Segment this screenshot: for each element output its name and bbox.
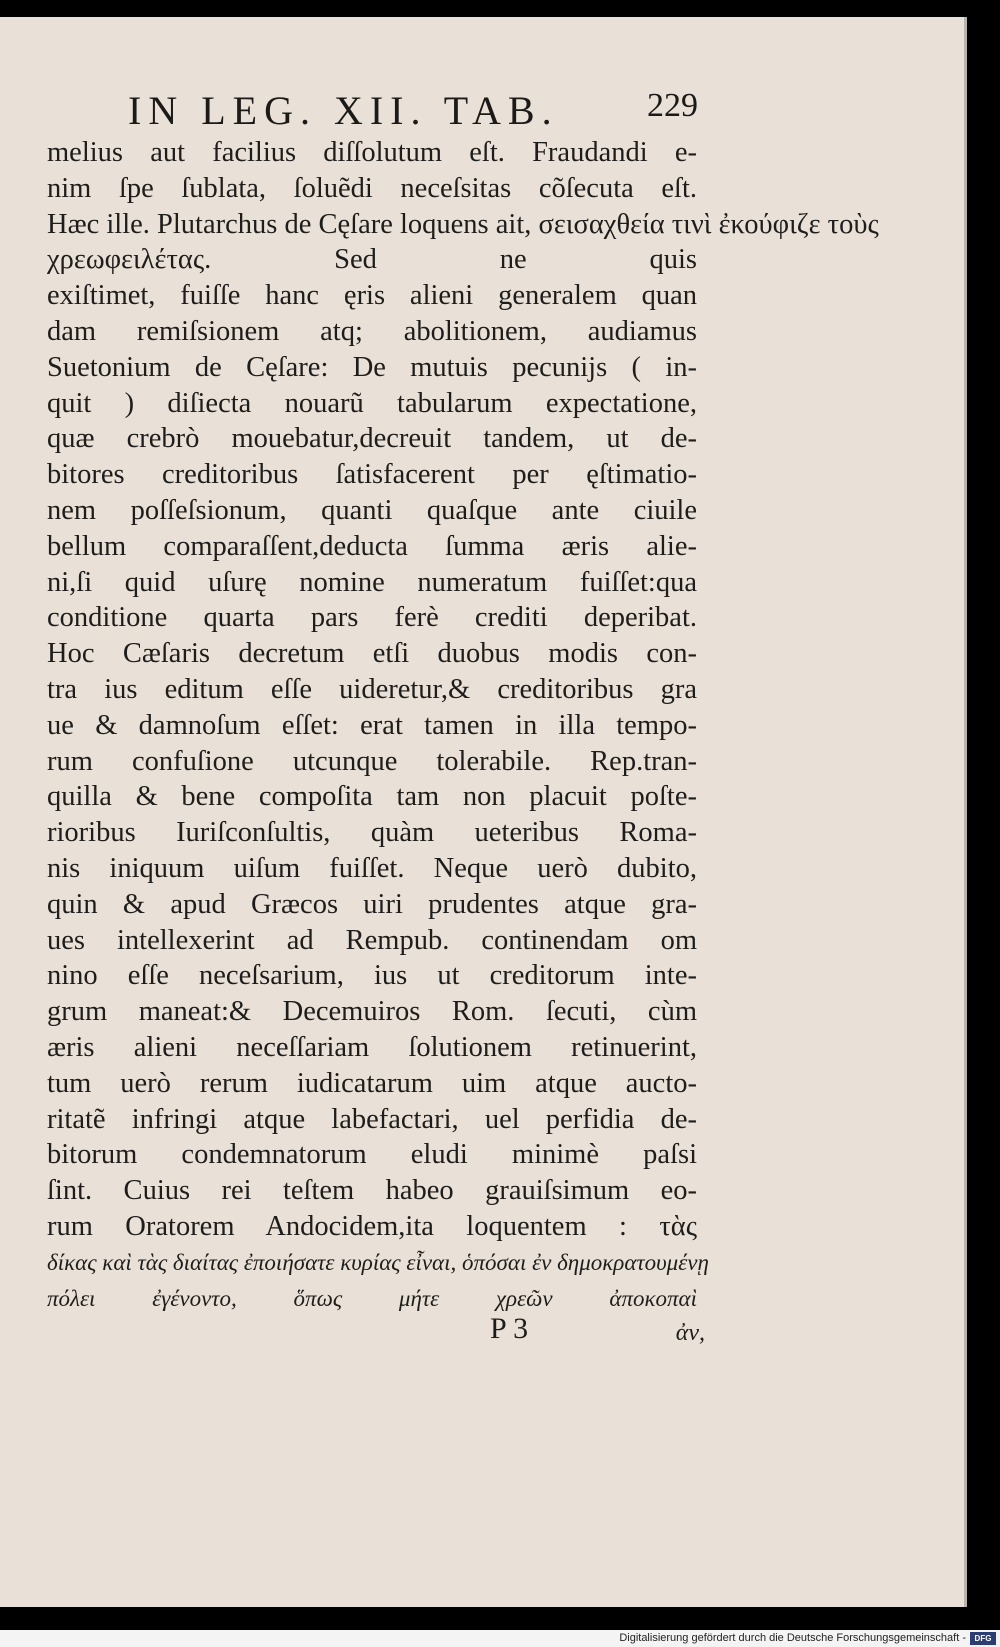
dfg-logo: DFG	[970, 1632, 996, 1645]
text-line: Hoc Cæſaris decretum etſi duobus modis con-	[47, 638, 697, 670]
text-line: exiſtimet, fuiſſe hanc ęris alieni generalem quan	[47, 280, 697, 312]
text-line: χρεωφειλέτας. Sed ne quis	[47, 244, 697, 276]
credit-text: Digitalisierung gefördert durch die Deutsche Forschungsgemeinschaft -	[619, 1632, 966, 1644]
signature-mark: P 3	[490, 1312, 529, 1345]
greek-text-line: πόλει ἐγένοντο, ὅπως μήτε χρεῶν ἀποκοπαὶ	[47, 1285, 697, 1311]
body-text	[47, 135, 879, 1316]
book-page	[0, 17, 967, 1607]
text-line: ue & damnoſum eſſet: erat tamen in illa tempo-	[47, 709, 697, 741]
text-line: quilla & bene compoſita tam non placuit poſte-	[47, 781, 697, 813]
text-line: Hæc ille. Plutarchus de Cęſare loquens ait, σεισαχθεία τινὶ ἐκούφιζε τοὺς	[47, 208, 879, 240]
text-line: quin & apud Græcos uiri prudentes atque gra-	[47, 888, 697, 920]
text-line: nem poſſeſsionum, quanti quaſque ante ciuile	[47, 494, 697, 526]
text-line: tra ius editum eſſe uideretur,& creditoribus gra	[47, 673, 697, 705]
running-title: IN LEG. XII. TAB.	[128, 88, 559, 133]
text-line: rum confuſione utcunque tolerabile. Rep.tran-	[47, 745, 697, 777]
text-line: bitorum condemnatorum eludi minimè paſsi	[47, 1139, 697, 1171]
text-line: dam remiſsionem atq; abolitionem, audiamus	[47, 315, 697, 347]
digitization-credit-bar	[0, 1630, 1000, 1647]
text-line: ni,ſi quid uſurę nomine numeratum fuiſſet:qua	[47, 566, 697, 598]
text-line: ritatẽ infringi atque labefactari, uel perfidia de-	[47, 1103, 697, 1135]
text-line: rum Oratorem Andocidem,ita loquentem : τὰς	[47, 1210, 697, 1242]
text-line: ſint. Cuius rei teſtem habeo grauiſsimum eo-	[47, 1175, 697, 1207]
text-line: quit ) diſiecta nouarũ tabularum expectatione,	[47, 387, 697, 419]
page-number: 229	[647, 87, 698, 124]
catchword: ἀν,	[675, 1320, 705, 1346]
page-header	[128, 87, 698, 141]
text-line: nis iniquum uiſum fuiſſet. Neque uerò dubito,	[47, 852, 697, 884]
text-line: bellum comparaſſent,deducta ſumma æris alie-	[47, 530, 697, 562]
text-line: melius aut facilius diſſolutum eſt. Fraudandi e-	[47, 137, 697, 168]
text-line: grum maneat:& Decemuiros Rom. ſecuti, cùm	[47, 996, 697, 1028]
text-line: bitores creditoribus ſatisfacerent per ęſtimatio-	[47, 459, 697, 491]
greek-text-line: δίκας καὶ τὰς διαίτας ἐποιήσατε κυρίας εἶναι, ὁπόσαι ἐν δημοκρατουμένῃ	[47, 1249, 709, 1275]
text-line: tum uerò rerum iudicatarum uim atque aucto-	[47, 1067, 697, 1099]
text-line: conditione quarta pars ferè crediti deperibat.	[47, 602, 697, 634]
text-line: nim ſpe ſublata, ſoluẽdi neceſsitas cõſecuta eſt.	[47, 172, 697, 204]
text-line: rioribus Iuriſconſultis, quàm ueteribus Roma-	[47, 817, 697, 849]
text-line: Suetonium de Cęſare: De mutuis pecunijs ( in-	[47, 351, 697, 383]
text-line: ues intellexerint ad Rempub. continendam om	[47, 924, 697, 956]
page-footer	[490, 1312, 705, 1358]
text-line: æris alieni neceſſariam ſolutionem retinuerint,	[47, 1031, 697, 1063]
text-line: nino eſſe neceſsarium, ius ut creditorum inte-	[47, 960, 697, 992]
text-line: quæ crebrò mouebatur,decreuit tandem, ut de-	[47, 423, 697, 455]
